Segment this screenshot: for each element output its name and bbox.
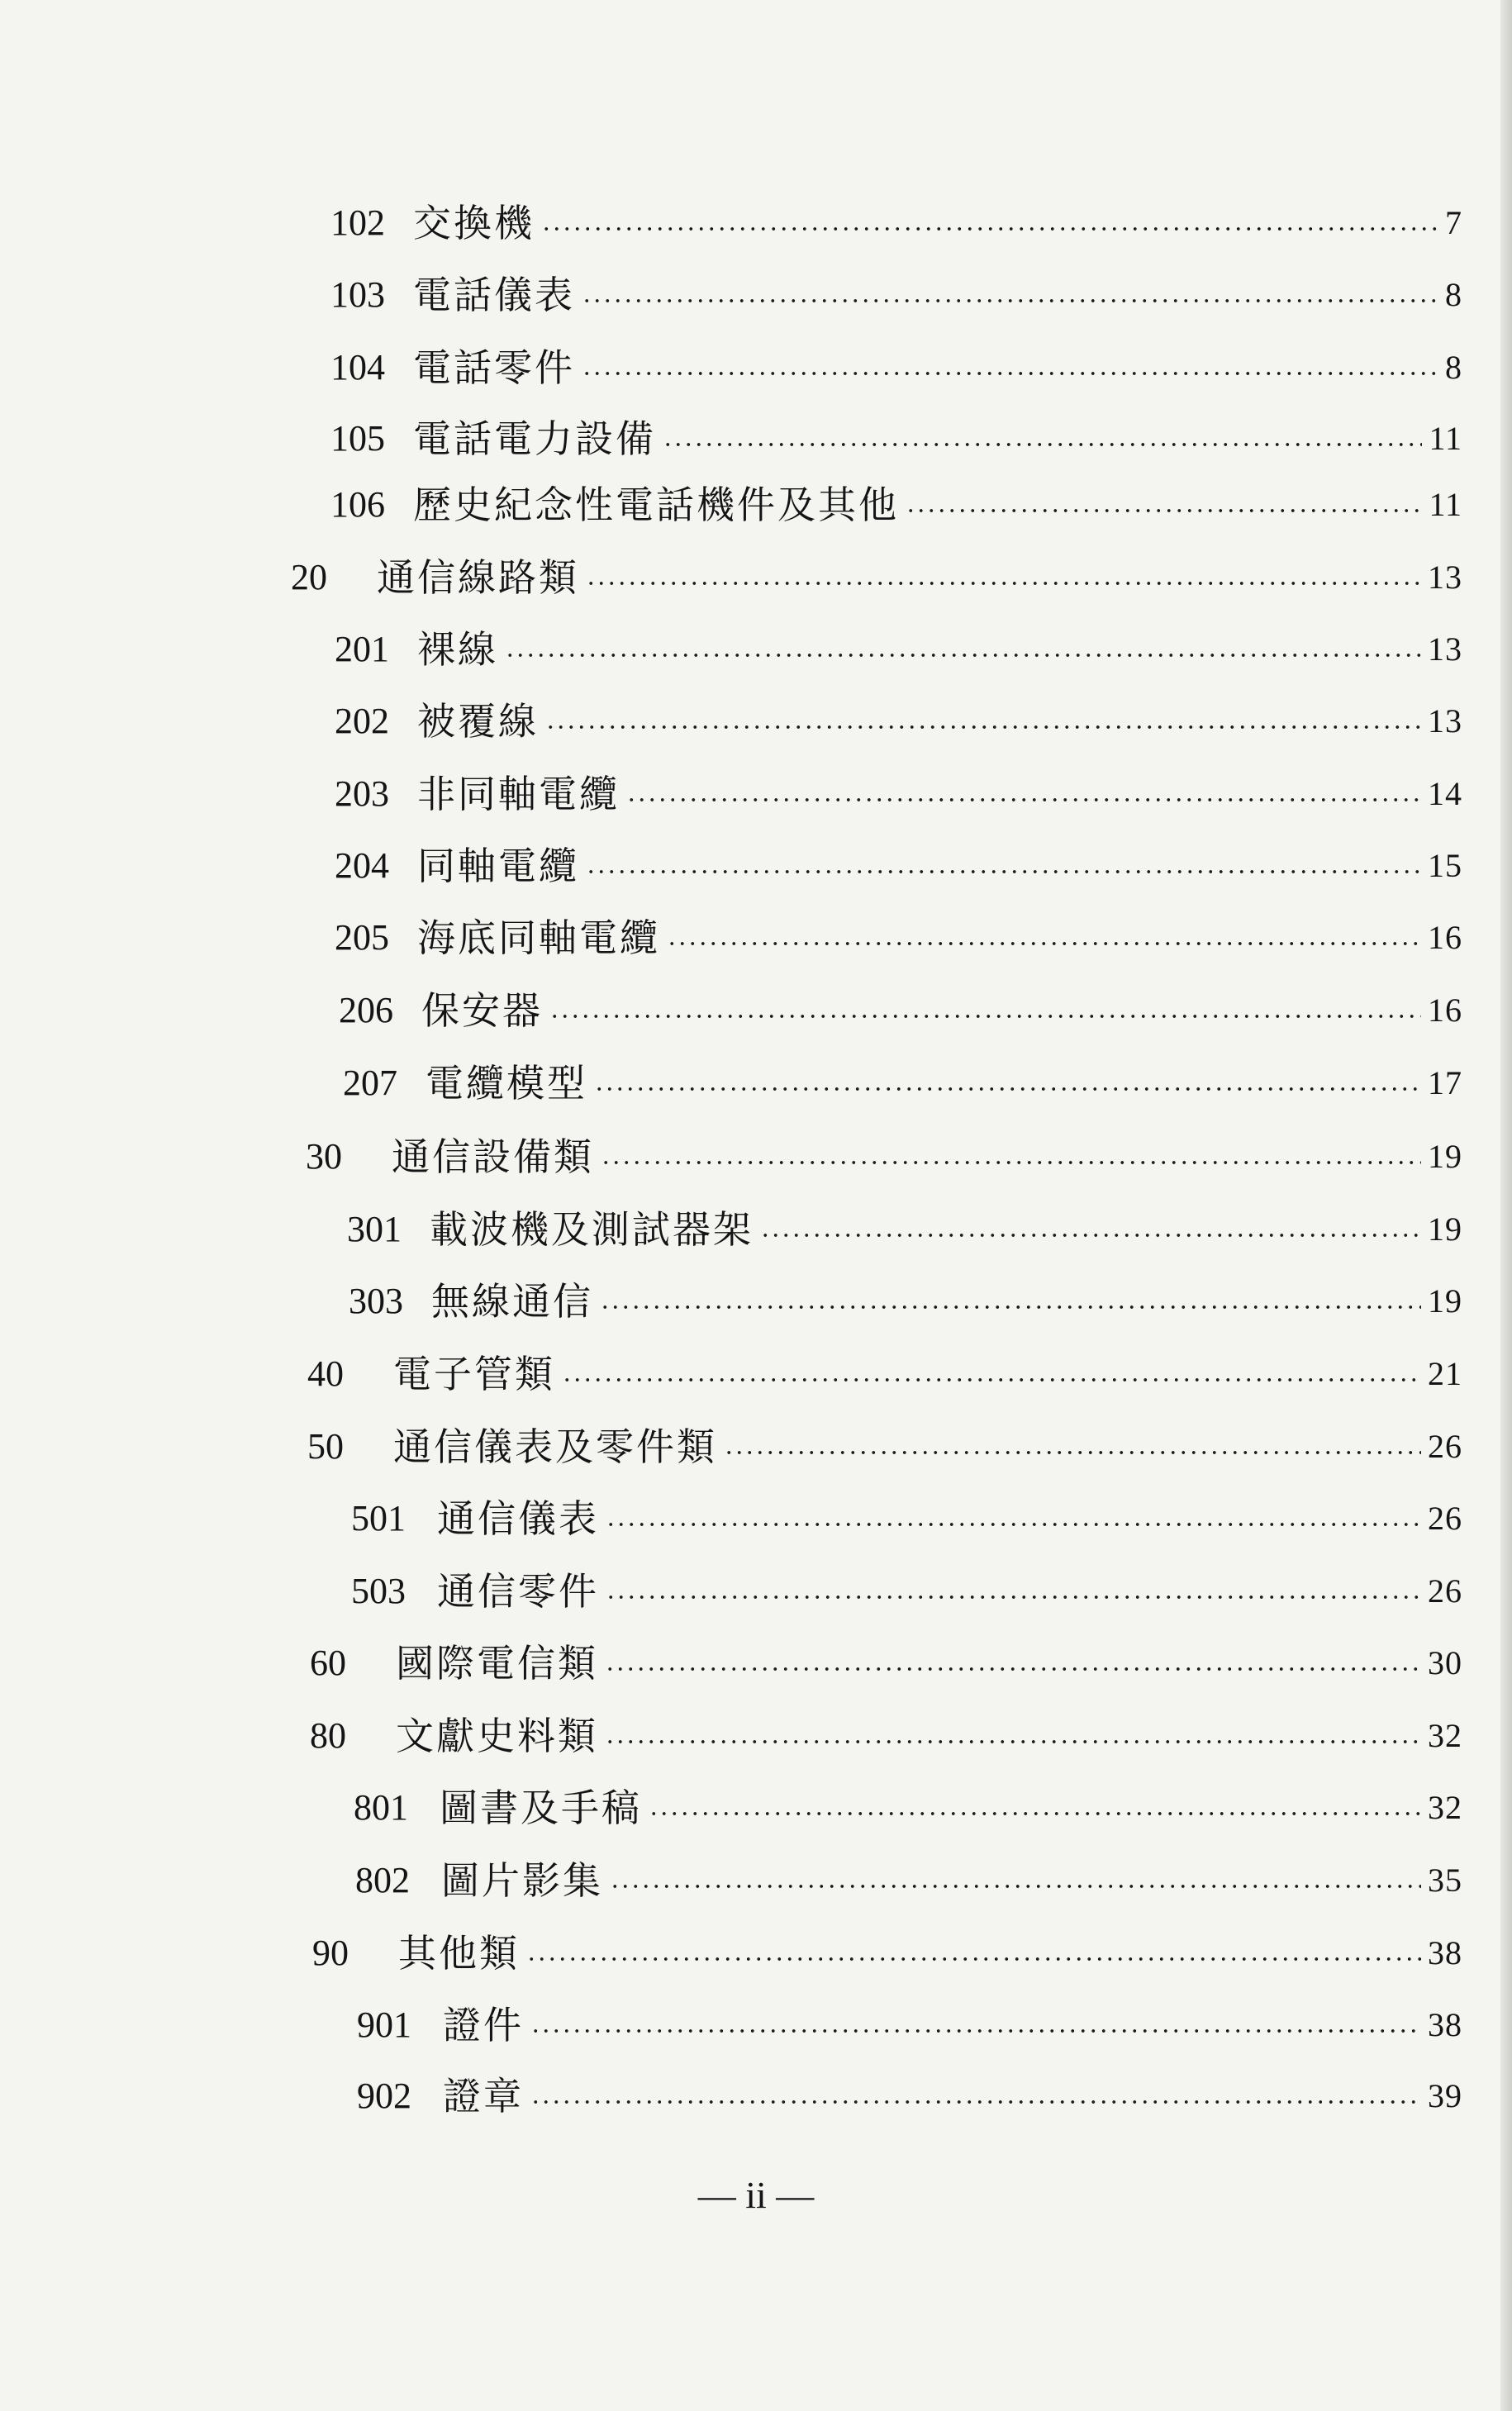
- entry-page-number: 32: [1428, 1717, 1462, 1754]
- dot-leader: [545, 725, 1421, 730]
- entry-page-number: 16: [1428, 992, 1462, 1029]
- entry-page-number: 26: [1428, 1572, 1462, 1610]
- entry-number: 103: [330, 274, 385, 315]
- dot-leader: [906, 508, 1422, 513]
- entry-title: 證件: [443, 2003, 524, 2047]
- entry-page-number: 35: [1428, 1862, 1462, 1899]
- entry-page-number: 11: [1429, 420, 1462, 457]
- entry-number: 50: [307, 1426, 344, 1467]
- dot-leader: [549, 1014, 1421, 1019]
- toc-entry: [307, 1418, 1462, 1476]
- entry-page-number: 15: [1428, 847, 1462, 884]
- entry-number: 204: [335, 845, 389, 886]
- entry-title: 裸線: [417, 627, 498, 672]
- entry-page-number: 38: [1428, 1934, 1462, 1971]
- toc-entry: [347, 1201, 1462, 1258]
- toc-entry: [355, 1852, 1462, 1909]
- dot-leader: [606, 1595, 1421, 1600]
- toc-entry: [335, 909, 1462, 967]
- entry-number: 20: [291, 557, 327, 597]
- entry-page-number: 30: [1428, 1644, 1462, 1681]
- entry-title: 同軸電纜: [417, 844, 579, 888]
- toc-entry: [310, 1634, 1462, 1692]
- dot-leader: [586, 869, 1421, 874]
- entry-number: 802: [355, 1860, 410, 1900]
- entry-title: 圖片影集: [441, 1858, 603, 1903]
- entry-title: 電纜模型: [426, 1061, 587, 1106]
- dot-leader: [526, 1957, 1421, 1962]
- toc-entry: [307, 1345, 1462, 1403]
- entry-title: 國際電信類: [396, 1641, 598, 1686]
- toc-entry: [310, 1707, 1462, 1765]
- entry-title: 無線通信: [431, 1279, 593, 1324]
- toc-entry: [335, 765, 1462, 823]
- toc-entry: [330, 339, 1462, 397]
- entry-page-number: 14: [1428, 775, 1462, 812]
- entry-number: 60: [310, 1643, 346, 1683]
- entry-title: 證章: [443, 2074, 524, 2119]
- entry-number: 207: [343, 1063, 397, 1103]
- entry-number: 801: [354, 1787, 408, 1828]
- dot-leader: [530, 2028, 1421, 2033]
- entry-page-number: 17: [1428, 1064, 1462, 1101]
- entry-title: 其他類: [398, 1931, 520, 1976]
- entry-number: 301: [347, 1209, 402, 1249]
- dot-leader: [724, 1450, 1421, 1455]
- toc-entry: [339, 982, 1462, 1039]
- dot-leader: [594, 1087, 1421, 1091]
- dot-leader: [600, 1305, 1421, 1310]
- entry-page-number: 13: [1428, 702, 1462, 739]
- dot-leader: [601, 1160, 1421, 1165]
- toc-entry: [335, 621, 1462, 678]
- entry-page-number: 16: [1428, 919, 1462, 956]
- entry-page-number: 38: [1428, 2006, 1462, 2043]
- entry-title: 電話電力設備: [413, 416, 656, 461]
- entry-title: 電子管類: [393, 1352, 555, 1396]
- toc-entry: [330, 410, 1462, 468]
- dot-leader: [582, 371, 1438, 376]
- entry-number: 90: [312, 1933, 349, 1973]
- entry-number: 901: [357, 2004, 411, 2045]
- dot-leader: [530, 2100, 1421, 2104]
- toc-entry: [351, 1562, 1462, 1620]
- toc-entry: [330, 266, 1462, 324]
- entry-number: 30: [306, 1136, 342, 1177]
- entry-number: 501: [351, 1498, 406, 1538]
- entry-number: 104: [330, 347, 385, 388]
- entry-page-number: 19: [1428, 1138, 1462, 1175]
- entry-page-number: 11: [1429, 486, 1462, 523]
- entry-page-number: 26: [1428, 1428, 1462, 1465]
- dot-leader: [605, 1739, 1421, 1744]
- entry-title: 載波機及測試器架: [430, 1207, 754, 1252]
- dot-leader: [649, 1811, 1421, 1816]
- entry-page-number: 13: [1428, 630, 1462, 668]
- entry-number: 106: [330, 484, 385, 525]
- entry-title: 通信零件: [437, 1569, 599, 1614]
- entry-page-number: 19: [1428, 1210, 1462, 1248]
- dot-leader: [610, 1884, 1421, 1889]
- entry-number: 201: [335, 629, 389, 669]
- toc-entry: [330, 194, 1462, 252]
- toc-entry: [291, 549, 1462, 606]
- entry-title: 通信儀表及零件類: [393, 1424, 717, 1469]
- entry-page-number: 21: [1428, 1355, 1462, 1392]
- entry-page-number: 8: [1445, 349, 1462, 386]
- entry-page-number: 39: [1428, 2077, 1462, 2114]
- entry-title: 通信設備類: [392, 1134, 594, 1179]
- entry-title: 被覆線: [417, 699, 539, 744]
- toc-entry: [335, 692, 1462, 750]
- entry-title: 海底同軸電纜: [417, 915, 660, 960]
- entry-number: 303: [349, 1281, 403, 1321]
- entry-page-number: 8: [1445, 276, 1462, 313]
- dot-leader: [606, 1522, 1421, 1527]
- dot-leader: [626, 797, 1421, 802]
- dot-leader: [541, 226, 1438, 231]
- dot-leader: [605, 1667, 1421, 1672]
- toc-entry: [354, 1779, 1462, 1837]
- entry-title: 文獻史料類: [396, 1714, 598, 1758]
- entry-number: 202: [335, 701, 389, 741]
- entry-title: 交換機: [413, 201, 535, 245]
- entry-number: 902: [357, 2076, 411, 2116]
- toc-entry: [349, 1272, 1462, 1330]
- toc-entry: [330, 476, 1462, 534]
- entry-page-number: 19: [1428, 1282, 1462, 1320]
- toc-entry: [357, 2067, 1462, 2125]
- dot-leader: [760, 1233, 1421, 1238]
- dot-leader: [667, 941, 1421, 946]
- entry-number: 102: [330, 202, 385, 243]
- entry-number: 205: [335, 917, 389, 958]
- toc-entry: [335, 837, 1462, 895]
- entry-title: 電話儀表: [413, 273, 575, 317]
- entry-number: 206: [339, 990, 393, 1030]
- entry-page-number: 7: [1445, 204, 1462, 241]
- dot-leader: [586, 581, 1421, 586]
- toc-entry: [351, 1490, 1462, 1548]
- dot-leader: [562, 1377, 1421, 1382]
- entry-page-number: 13: [1428, 559, 1462, 596]
- entry-title: 電話零件: [413, 345, 575, 390]
- dot-leader: [582, 298, 1438, 303]
- entry-page-number: 32: [1428, 1789, 1462, 1826]
- entry-number: 503: [351, 1571, 406, 1611]
- dot-leader: [663, 442, 1422, 447]
- entry-title: 歷史紀念性電話機件及其他: [413, 483, 899, 527]
- entry-number: 105: [330, 418, 385, 459]
- entry-title: 通信線路類: [377, 555, 579, 600]
- entry-title: 圖書及手稿: [440, 1786, 642, 1830]
- entry-number: 40: [307, 1353, 344, 1394]
- toc-entry: [306, 1128, 1462, 1186]
- entry-title: 通信儀表: [437, 1496, 599, 1541]
- entry-title: 非同軸電纜: [417, 772, 620, 816]
- entry-page-number: 26: [1428, 1500, 1462, 1537]
- entry-number: 80: [310, 1715, 346, 1756]
- dot-leader: [505, 653, 1421, 658]
- page-number-footer: — ii —: [697, 2174, 815, 2216]
- toc-entry: [357, 1996, 1462, 2054]
- toc-entry: [312, 1924, 1462, 1982]
- entry-number: 203: [335, 773, 389, 814]
- toc-entry: [343, 1054, 1462, 1112]
- entry-title: 保安器: [421, 988, 543, 1033]
